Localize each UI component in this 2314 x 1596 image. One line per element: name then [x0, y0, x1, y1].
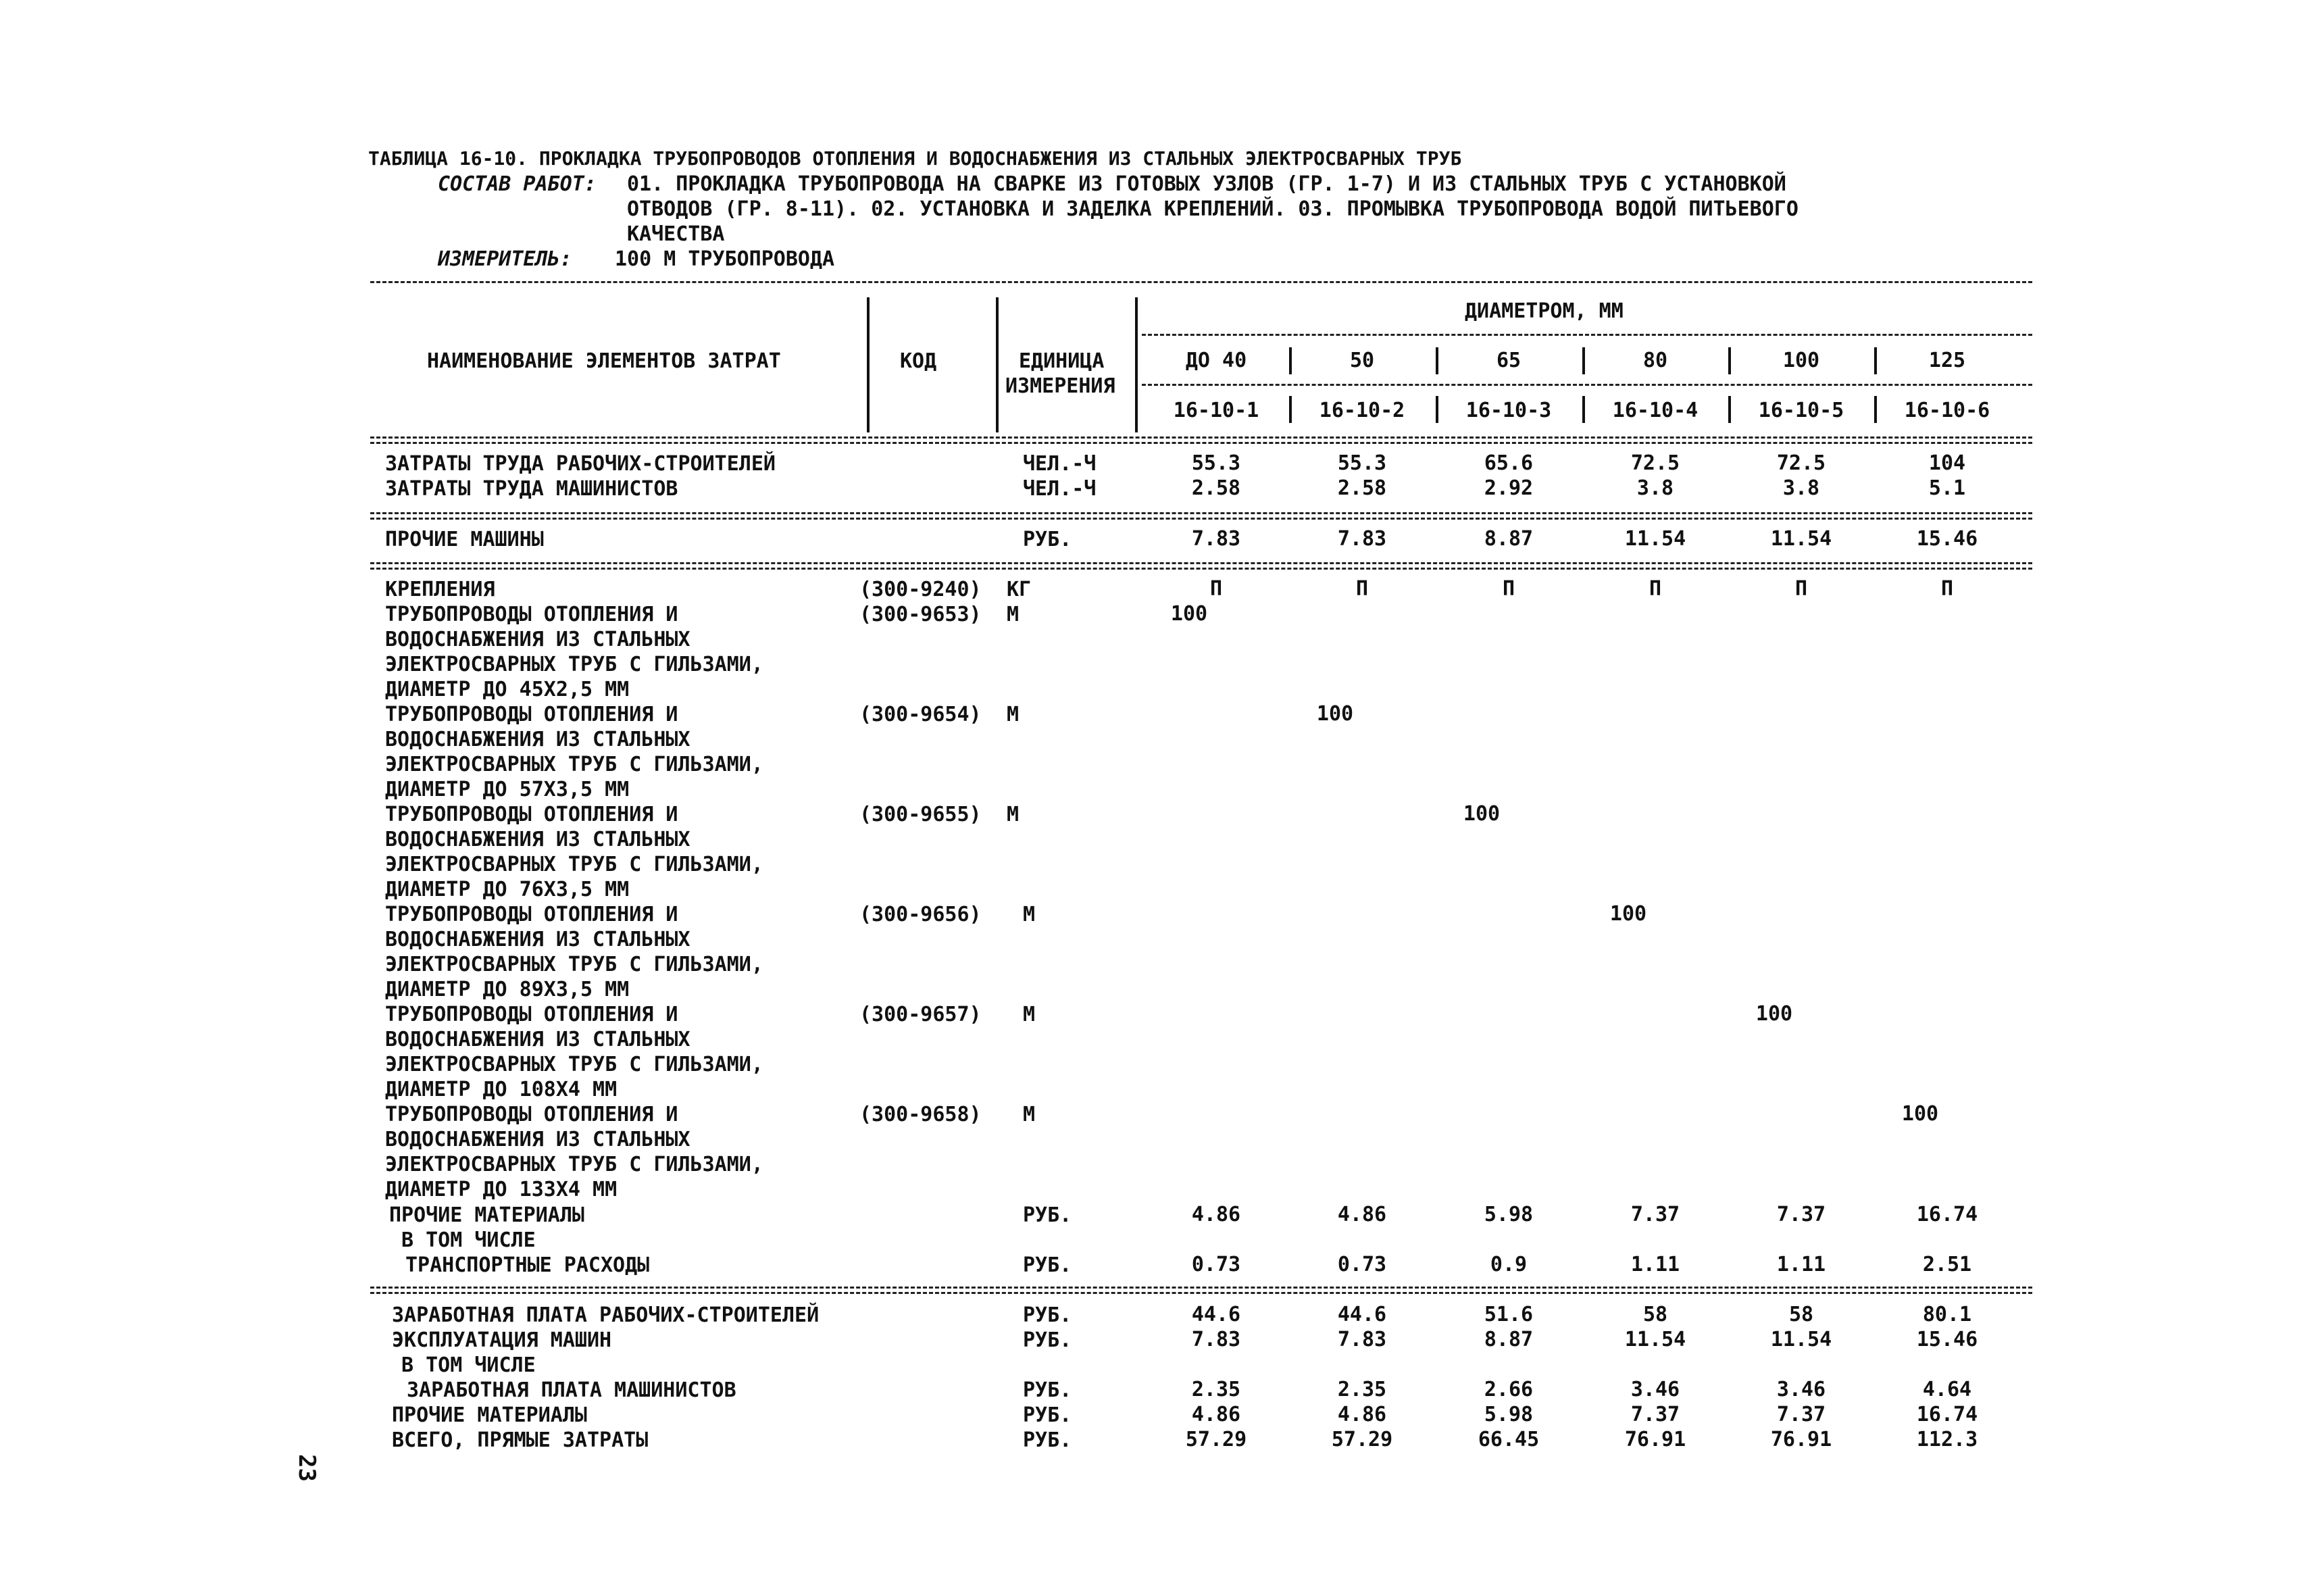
summary-row-3-value-1: 2.35 [1337, 1378, 1387, 1401]
work-line-2: ОТВОДОВ (ГР. 8-11). 02. УСТАНОВКА И ЗАДЕЛКА КРЕПЛЕНИЙ. 03. ПРОМЫВКА ТРУБОПРОВОДА ВОДОЙ ПИТЬЕВОГО [627, 197, 1799, 221]
row-other-materials: ПРОЧИЕ МАТЕРИАЛЫ [389, 1203, 584, 1227]
machines-value-5: 15.46 [1916, 527, 1978, 551]
header-unit-1: ЕДИНИЦА [1019, 349, 1105, 373]
rule-diam [1142, 334, 2032, 336]
pipe-3-line-2: ЭЛЕКТРОСВАРНЫХ ТРУБ С ГИЛЬЗАМИ, [385, 953, 763, 976]
pipe-0-unit: М [1007, 603, 1020, 626]
fastening-value-4: П [1794, 577, 1808, 601]
rule-labor-2 [370, 518, 2032, 520]
summary-row-1-value-4: 11.54 [1770, 1328, 1832, 1351]
col-separator [1582, 396, 1585, 423]
transport-value-1: 0.73 [1337, 1253, 1387, 1276]
pipe-0-line-0: ТРУБОПРОВОДЫ ОТОПЛЕНИЯ И [385, 603, 678, 626]
row-labor-machinists-unit: ЧЕЛ.-Ч [1023, 477, 1097, 501]
summary-row-3-name: ЗАРАБОТНАЯ ПЛАТА МАШИНИСТОВ [407, 1378, 736, 1402]
col-separator [1874, 347, 1877, 374]
summary-row-4-value-1: 4.86 [1337, 1403, 1387, 1426]
rule-machines-2 [370, 568, 2032, 570]
work-label: СОСТАВ РАБОТ: [438, 172, 597, 196]
rule-summary-1 [370, 1287, 2032, 1289]
labor-workers-value-4: 72.5 [1776, 451, 1826, 475]
summary-row-0-value-4: 58 [1788, 1303, 1814, 1326]
col-separator [1728, 347, 1731, 374]
summary-row-5-unit: РУБ. [1023, 1428, 1072, 1452]
summary-row-4-value-3: 7.37 [1630, 1403, 1680, 1426]
col-separator [1582, 347, 1585, 374]
rule-labor-1 [370, 512, 2032, 514]
summary-row-3-value-4: 3.46 [1776, 1378, 1826, 1401]
transport-value-5: 2.51 [1922, 1253, 1972, 1276]
header-code: КОД [900, 349, 937, 373]
pipe-1-line-3: ДИАМЕТР ДО 57Х3,5 ММ [385, 778, 630, 801]
summary-row-3-value-2: 2.66 [1484, 1378, 1534, 1401]
other-materials-value-2: 5.98 [1484, 1203, 1534, 1226]
header-diameter-2: 65 [1496, 349, 1521, 372]
pipe-2-line-2: ЭЛЕКТРОСВАРНЫХ ТРУБ С ГИЛЬЗАМИ, [385, 853, 763, 876]
machines-value-4: 11.54 [1770, 527, 1832, 551]
pipe-5-value: 100 [1901, 1102, 1939, 1126]
pipe-2-unit: М [1007, 803, 1020, 826]
rule-header-bottom-2 [370, 442, 2032, 444]
row-other-materials-unit: РУБ. [1023, 1203, 1072, 1227]
pipe-2-line-0: ТРУБОПРОВОДЫ ОТОПЛЕНИЯ И [385, 803, 678, 826]
pipe-4-unit: М [1023, 1003, 1036, 1026]
header-code-2: 16-10-3 [1465, 399, 1552, 422]
summary-row-1-value-0: 7.83 [1191, 1328, 1241, 1351]
header-diameter-4: 100 [1782, 349, 1820, 372]
col-separator [1728, 396, 1731, 423]
row-labor-workers: ЗАТРАТЫ ТРУДА РАБОЧИХ-СТРОИТЕЛЕЙ [385, 452, 776, 476]
labor-workers-value-0: 55.3 [1191, 451, 1241, 475]
summary-row-5-value-2: 66.45 [1478, 1428, 1540, 1451]
machines-value-3: 11.54 [1624, 527, 1686, 551]
work-line-1: 01. ПРОКЛАДКА ТРУБОПРОВОДА НА СВАРКЕ ИЗ ГОТОВЫХ УЗЛОВ (ГР. 1-7) И ИЗ СТАЛЬНЫХ ТРУБ С УСТАНОВКОЙ [627, 172, 1786, 196]
pipe-1-value: 100 [1316, 702, 1354, 726]
other-materials-value-1: 4.86 [1337, 1203, 1387, 1226]
pipe-1-code: (300-9654) [859, 703, 982, 726]
summary-row-5-value-0: 57.29 [1185, 1428, 1247, 1451]
page-number: 23 [293, 1454, 320, 1482]
col-separator [1874, 396, 1877, 423]
summary-row-1-name: ЭКСПЛУАТАЦИЯ МАШИН [392, 1328, 612, 1352]
summary-row-0-value-0: 44.6 [1191, 1303, 1241, 1326]
pipe-2-line-3: ДИАМЕТР ДО 76Х3,5 ММ [385, 878, 630, 901]
pipe-3-line-3: ДИАМЕТР ДО 89Х3,5 ММ [385, 978, 630, 1001]
pipe-5-code: (300-9658) [859, 1103, 982, 1126]
pipe-4-code: (300-9657) [859, 1003, 982, 1026]
summary-row-4-value-0: 4.86 [1191, 1403, 1241, 1426]
fastening-value-5: П [1940, 577, 1954, 601]
transport-value-3: 1.11 [1630, 1253, 1680, 1276]
summary-row-3-value-3: 3.46 [1630, 1378, 1680, 1401]
summary-row-0-value-5: 80.1 [1922, 1303, 1972, 1326]
pipe-0-line-1: ВОДОСНАБЖЕНИЯ ИЗ СТАЛЬНЫХ [385, 628, 690, 651]
pipe-1-unit: М [1007, 703, 1020, 726]
row-labor-workers-unit: ЧЕЛ.-Ч [1023, 452, 1097, 476]
pipe-3-value: 100 [1609, 902, 1647, 926]
header-code-1: 16-10-2 [1319, 399, 1405, 422]
labor-machinists-value-3: 3.8 [1636, 476, 1674, 500]
summary-row-0-unit: РУБ. [1023, 1303, 1072, 1327]
table-title: ТАБЛИЦА 16-10. ПРОКЛАДКА ТРУБОПРОВОДОВ ОТОПЛЕНИЯ И ВОДОСНАБЖЕНИЯ ИЗ СТАЛЬНЫХ ЭЛЕКТРОСВАРНЫХ ТРУБ [368, 147, 1462, 170]
row-transport-unit: РУБ. [1023, 1253, 1072, 1277]
labor-workers-value-2: 65.6 [1484, 451, 1534, 475]
labor-workers-value-3: 72.5 [1630, 451, 1680, 475]
row-fastening-unit: КГ [1007, 578, 1032, 601]
pipe-0-line-2: ЭЛЕКТРОСВАРНЫХ ТРУБ С ГИЛЬЗАМИ, [385, 653, 763, 676]
header-diameter-3: 80 [1642, 349, 1668, 372]
measure-value: 100 М ТРУБОПРОВОДА [615, 247, 835, 271]
summary-row-5-value-5: 112.3 [1916, 1428, 1978, 1451]
summary-row-3-value-5: 4.64 [1922, 1378, 1972, 1401]
rule-header-bottom-1 [370, 437, 2032, 439]
other-materials-value-3: 7.37 [1630, 1203, 1680, 1226]
pipe-4-line-1: ВОДОСНАБЖЕНИЯ ИЗ СТАЛЬНЫХ [385, 1028, 690, 1051]
work-line-3: КАЧЕСТВА [627, 222, 725, 246]
col-separator [1436, 347, 1438, 374]
rule-sub [1142, 384, 2032, 386]
pipe-0-code: (300-9653) [859, 603, 982, 626]
summary-row-5-value-4: 76.91 [1770, 1428, 1832, 1451]
labor-machinists-value-4: 3.8 [1782, 476, 1820, 500]
summary-row-4-value-5: 16.74 [1916, 1403, 1978, 1426]
labor-workers-value-1: 55.3 [1337, 451, 1387, 475]
col-separator [1135, 297, 1138, 432]
summary-row-2-name: В ТОМ ЧИСЛЕ [401, 1353, 536, 1377]
transport-value-0: 0.73 [1191, 1253, 1241, 1276]
labor-workers-value-5: 104 [1928, 451, 1966, 475]
summary-row-4-value-4: 7.37 [1776, 1403, 1826, 1426]
summary-row-5-name: ВСЕГО, ПРЯМЫЕ ЗАТРАТЫ [392, 1428, 649, 1452]
pipe-2-line-1: ВОДОСНАБЖЕНИЯ ИЗ СТАЛЬНЫХ [385, 828, 690, 851]
pipe-4-line-0: ТРУБОПРОВОДЫ ОТОПЛЕНИЯ И [385, 1003, 678, 1026]
header-diameter: ДИАМЕТРОМ, ММ [1465, 299, 1624, 323]
labor-machinists-value-5: 5.1 [1928, 476, 1966, 500]
row-labor-machinists: ЗАТРАТЫ ТРУДА МАШИНИСТОВ [385, 477, 678, 501]
pipe-3-line-0: ТРУБОПРОВОДЫ ОТОПЛЕНИЯ И [385, 903, 678, 926]
header-diameter-1: 50 [1349, 349, 1375, 372]
rule-top [370, 281, 2032, 283]
rule-summary-2 [370, 1292, 2032, 1294]
transport-value-2: 0.9 [1490, 1253, 1528, 1276]
labor-machinists-value-0: 2.58 [1191, 476, 1241, 500]
fastening-value-2: П [1502, 577, 1515, 601]
pipe-4-line-3: ДИАМЕТР ДО 108Х4 ММ [385, 1078, 618, 1101]
summary-row-1-value-3: 11.54 [1624, 1328, 1686, 1351]
row-fastening-code: (300-9240) [859, 578, 982, 601]
other-materials-value-5: 16.74 [1916, 1203, 1978, 1226]
machines-value-2: 8.87 [1484, 527, 1534, 551]
summary-row-3-value-0: 2.35 [1191, 1378, 1241, 1401]
header-code-4: 16-10-5 [1758, 399, 1844, 422]
summary-row-0-value-2: 51.6 [1484, 1303, 1534, 1326]
header-diameter-0: ДО 40 [1185, 349, 1247, 372]
pipe-5-line-1: ВОДОСНАБЖЕНИЯ ИЗ СТАЛЬНЫХ [385, 1128, 690, 1151]
pipe-1-line-1: ВОДОСНАБЖЕНИЯ ИЗ СТАЛЬНЫХ [385, 728, 690, 751]
summary-row-1-value-1: 7.83 [1337, 1328, 1387, 1351]
fastening-value-0: П [1209, 577, 1223, 601]
row-transport: ТРАНСПОРТНЫЕ РАСХОДЫ [405, 1253, 650, 1277]
summary-row-1-value-5: 15.46 [1916, 1328, 1978, 1351]
pipe-5-unit: М [1023, 1103, 1036, 1126]
labor-machinists-value-1: 2.58 [1337, 476, 1387, 500]
other-materials-value-0: 4.86 [1191, 1203, 1241, 1226]
pipe-5-line-0: ТРУБОПРОВОДЫ ОТОПЛЕНИЯ И [385, 1103, 678, 1126]
summary-row-1-value-2: 8.87 [1484, 1328, 1534, 1351]
summary-row-0-value-1: 44.6 [1337, 1303, 1387, 1326]
row-machines-unit: РУБ. [1023, 528, 1072, 551]
other-materials-value-4: 7.37 [1776, 1203, 1826, 1226]
measure-label: ИЗМЕРИТЕЛЬ: [438, 247, 572, 271]
pipe-3-unit: М [1023, 903, 1036, 926]
header-code-0: 16-10-1 [1173, 399, 1259, 422]
pipe-2-code: (300-9655) [859, 803, 982, 826]
row-machines: ПРОЧИЕ МАШИНЫ [385, 528, 544, 551]
pipe-3-line-1: ВОДОСНАБЖЕНИЯ ИЗ СТАЛЬНЫХ [385, 928, 690, 951]
fastening-value-3: П [1649, 577, 1662, 601]
machines-value-1: 7.83 [1337, 527, 1387, 551]
pipe-5-line-2: ЭЛЕКТРОСВАРНЫХ ТРУБ С ГИЛЬЗАМИ, [385, 1153, 763, 1176]
pipe-4-value: 100 [1755, 1002, 1793, 1026]
col-separator [996, 297, 999, 432]
labor-machinists-value-2: 2.92 [1484, 476, 1534, 500]
pipe-1-line-0: ТРУБОПРОВОДЫ ОТОПЛЕНИЯ И [385, 703, 678, 726]
summary-row-1-unit: РУБ. [1023, 1328, 1072, 1352]
pipe-3-code: (300-9656) [859, 903, 982, 926]
summary-row-4-name: ПРОЧИЕ МАТЕРИАЛЫ [392, 1403, 587, 1427]
pipe-5-line-3: ДИАМЕТР ДО 133Х4 ММ [385, 1178, 618, 1201]
header-code-3: 16-10-4 [1612, 399, 1699, 422]
col-separator [1289, 396, 1292, 423]
pipe-0-line-3: ДИАМЕТР ДО 45Х2,5 ММ [385, 678, 630, 701]
summary-row-3-unit: РУБ. [1023, 1378, 1072, 1402]
summary-row-4-unit: РУБ. [1023, 1403, 1072, 1427]
pipe-2-value: 100 [1463, 802, 1501, 826]
summary-row-5-value-1: 57.29 [1331, 1428, 1393, 1451]
col-separator [867, 297, 870, 432]
pipe-1-line-2: ЭЛЕКТРОСВАРНЫХ ТРУБ С ГИЛЬЗАМИ, [385, 753, 763, 776]
summary-row-5-value-3: 76.91 [1624, 1428, 1686, 1451]
header-diameter-5: 125 [1928, 349, 1966, 372]
transport-value-4: 1.11 [1776, 1253, 1826, 1276]
header-unit-2: ИЗМЕРЕНИЯ [1005, 374, 1115, 398]
header-code-5: 16-10-6 [1904, 399, 1990, 422]
machines-value-0: 7.83 [1191, 527, 1241, 551]
pipe-4-line-2: ЭЛЕКТРОСВАРНЫХ ТРУБ С ГИЛЬЗАМИ, [385, 1053, 763, 1076]
summary-row-0-name: ЗАРАБОТНАЯ ПЛАТА РАБОЧИХ-СТРОИТЕЛЕЙ [392, 1303, 820, 1327]
col-separator [1289, 347, 1292, 374]
rule-machines-1 [370, 562, 2032, 564]
summary-row-4-value-2: 5.98 [1484, 1403, 1534, 1426]
header-name: НАИМЕНОВАНИЕ ЭЛЕМЕНТОВ ЗАТРАТ [427, 349, 781, 373]
row-incl-label: В ТОМ ЧИСЛЕ [401, 1228, 536, 1252]
fastening-value-1: П [1355, 577, 1369, 601]
pipe-0-value: 100 [1170, 602, 1208, 626]
col-separator [1436, 396, 1438, 423]
row-fastening: КРЕПЛЕНИЯ [385, 578, 495, 601]
summary-row-0-value-3: 58 [1642, 1303, 1668, 1326]
